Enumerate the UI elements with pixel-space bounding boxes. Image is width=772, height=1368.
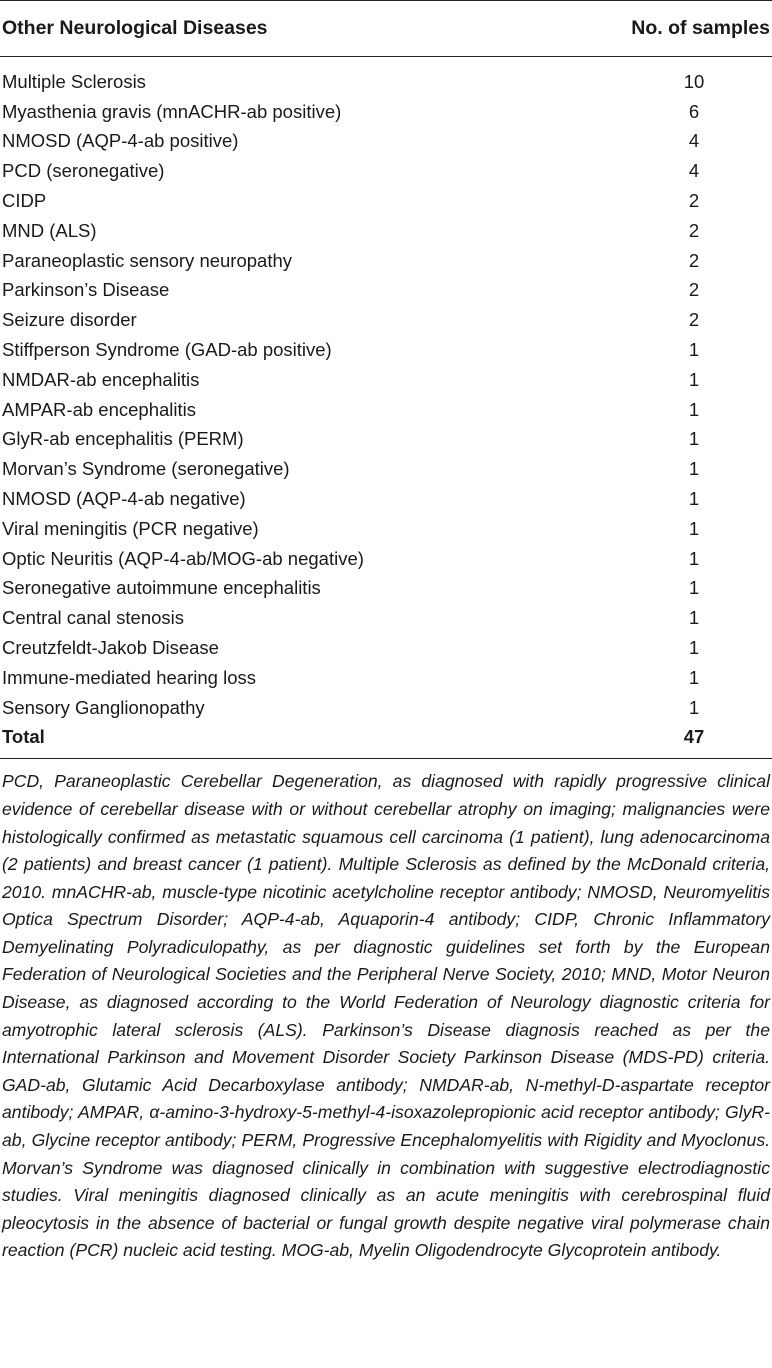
table-row [0, 305, 772, 335]
sample-count: 1 [688, 428, 700, 450]
table-footnote: PCD, Paraneoplastic Cerebellar Degeneration, as diagnosed with rapidly progressive clinical evidence of cerebellar disease with or without cerebellar atrophy on imaging; malignancies were histologically confirmed as metastatic squamous cell carcinoma (1 patient), lung adenocarcinoma (2 patients) and breast cancer (1 patient). Multiple Sclerosis as defined by the McDonald criteria, 2010. mnACHR-ab, muscle-type nicotinic acetylcholine receptor antibody; NMOSD, Neuromyelitis Optica Spectrum Disorder; AQP-4-ab, Aquaporin-4 antibody; CIDP, Chronic Inflammatory Demyelinating Polyradiculopathy, as per diagnostic guidelines set forth by the European Federation of Neurological Societies and the Peripheral Nerve Society, 2010; MND, Motor Neuron Disease, as diagnosed according to the World Federation of Neurology diagnostic criteria for amyotrophic lateral sclerosis (ALS). Parkinson’s Disease diagnosis reached as per the International Parkinson and Movement Disorder Society Parkinson Disease (MDS-PD) criteria. GAD-ab, Glutamic Acid Decarboxylase antibody; NMDAR-ab, N-methyl-D-aspartate receptor antibody; AMPAR, α-amino-3-hydroxy-5-methyl-4-isoxazolepropionic acid receptor antibody; GlyR-ab, Glycine receptor antibody; PERM, Progressive Encephalomyelitis with Rigidity and Myoclonus. Morvan’s Syndrome was diagnosed clinically in combination with suggestive electrodiagnostic studies. Viral meningitis diagnosed clinically as an acute meningitis with cerebrospinal fluid pleocytosis in the absence of bacterial or fungal growth despite negative viral polymerase chain reaction (PCR) nucleic acid testing. MOG-ab, Myelin Oligodendrocyte Glycoprotein antibody. [2, 771, 770, 1261]
table-row [0, 395, 772, 425]
sample-count: 1 [688, 696, 700, 718]
sample-count: 2 [688, 279, 700, 301]
disease-name: CIDP [2, 190, 47, 212]
table-row [0, 425, 772, 455]
table-row [0, 365, 772, 395]
table-row [0, 216, 772, 246]
table-row [0, 186, 772, 216]
sample-count: 6 [688, 100, 700, 122]
table-row [0, 67, 772, 97]
sample-count: 1 [688, 398, 700, 420]
table-row [0, 246, 772, 276]
sample-count: 1 [688, 488, 700, 510]
sample-count: 4 [688, 130, 700, 152]
sample-count: 1 [688, 577, 700, 599]
table-row [0, 514, 772, 544]
sample-count: 1 [688, 607, 700, 629]
table-row [0, 633, 772, 663]
table-row [0, 574, 772, 604]
disease-name: Creutzfeldt-Jakob Disease [2, 637, 219, 659]
sample-count: 2 [688, 219, 700, 241]
sample-count: 2 [688, 249, 700, 271]
disease-name: NMOSD (AQP-4-ab positive) [2, 130, 239, 152]
total-count: 47 [683, 726, 705, 748]
header-count: No. of samples [631, 17, 770, 39]
disease-name: Sensory Ganglionopathy [2, 696, 205, 718]
table-row [0, 156, 772, 186]
table-row [0, 693, 772, 723]
disease-name: GlyR-ab encephalitis (PERM) [2, 428, 244, 450]
table-row [0, 335, 772, 365]
disease-name: Morvan’s Syndrome (seronegative) [2, 458, 290, 480]
disease-name: Parkinson’s Disease [2, 279, 170, 301]
sample-count: 1 [688, 458, 700, 480]
disease-name: Central canal stenosis [2, 607, 185, 629]
table-header-row [0, 1, 772, 56]
sample-count: 2 [688, 190, 700, 212]
sample-count: 1 [688, 547, 700, 569]
disease-name: Myasthenia gravis (mnACHR-ab positive) [2, 100, 342, 122]
sample-count: 10 [683, 70, 705, 92]
disease-name: NMDAR-ab encephalitis [2, 368, 200, 390]
disease-name: NMOSD (AQP-4-ab negative) [2, 488, 246, 510]
table-row [0, 97, 772, 127]
disease-name: PCD (seronegative) [2, 160, 165, 182]
table-row [0, 663, 772, 693]
table-row [0, 544, 772, 574]
sample-count: 1 [688, 666, 700, 688]
total-row [0, 723, 772, 753]
disease-name: Stiffperson Syndrome (GAD-ab positive) [2, 339, 332, 361]
table-row [0, 484, 772, 514]
disease-name: Multiple Sclerosis [2, 70, 146, 92]
disease-name: Immune-mediated hearing loss [2, 666, 256, 688]
table-row [0, 127, 772, 157]
sample-count: 1 [688, 517, 700, 539]
header-disease: Other Neurological Diseases [2, 17, 268, 39]
sample-count: 2 [688, 309, 700, 331]
table-body [0, 57, 772, 758]
disease-name: Paraneoplastic sensory neuropathy [2, 249, 293, 271]
total-label: Total [2, 726, 45, 748]
disease-name: AMPAR-ab encephalitis [2, 398, 196, 420]
disease-name: Optic Neuritis (AQP-4-ab/MOG-ab negative) [2, 547, 364, 569]
table-row [0, 276, 772, 306]
sample-count: 1 [688, 368, 700, 390]
sample-count: 1 [688, 339, 700, 361]
disease-name: Seizure disorder [2, 309, 137, 331]
table-row [0, 603, 772, 633]
disease-name: Viral meningitis (PCR negative) [2, 517, 259, 539]
disease-name: MND (ALS) [2, 219, 97, 241]
disease-name: Seronegative autoimmune encephalitis [2, 577, 321, 599]
sample-count: 4 [688, 160, 700, 182]
table-row [0, 454, 772, 484]
sample-count: 1 [688, 637, 700, 659]
